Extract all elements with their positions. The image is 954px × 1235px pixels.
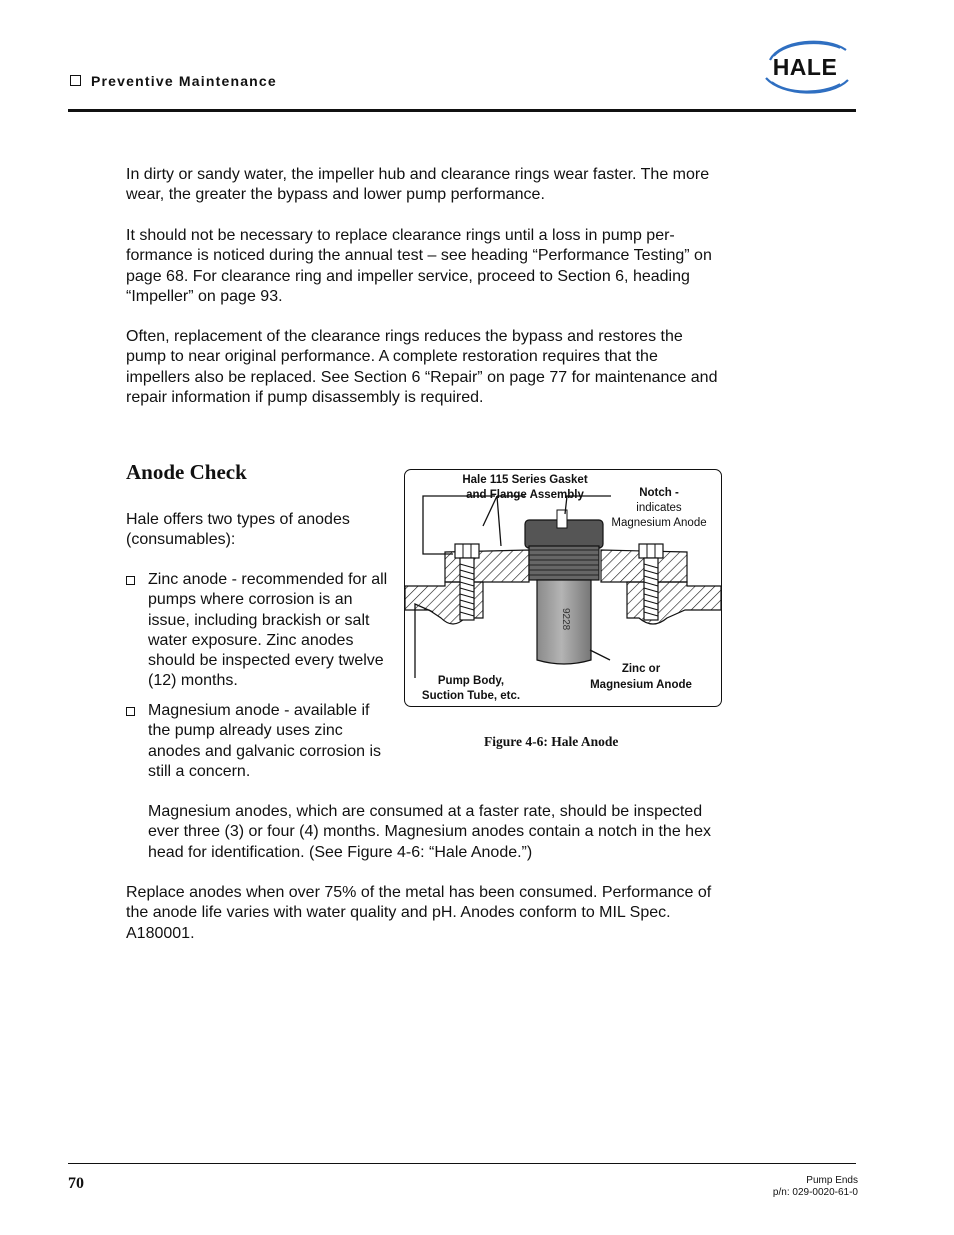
anode-diagram — [405, 470, 721, 706]
checkbox-bullet-icon — [126, 707, 135, 716]
anode-stamp: 9228 — [560, 608, 571, 631]
paragraph-magnesium: Magnesium anodes, which are consumed at a faster rate, should be inspected ever three (3) or four (4) months. Magnesium anodes contain a notch in the hex head for identification. (See Figure 4-6: “Hale Anode.”) — [148, 803, 711, 861]
bullet-zinc-anode — [126, 570, 388, 692]
anode-check-heading: Anode Check — [126, 460, 247, 484]
paragraph-clearance-rings: It should not be necessary to replace clearance rings until a loss in pump performance is noticed during the annual test – see heading “Performance Testing” on page 68. For clearance ring and impeller service, proceed to Section 6, heading “Impeller” on page 93. — [126, 227, 712, 305]
label-notch-line3: Magnesium Anode — [611, 517, 707, 529]
label-gasket-line1: Hale 115 Series Gasket — [462, 474, 588, 486]
label-anode-line2: Magnesium Anode — [590, 679, 692, 691]
footer-rule — [68, 1163, 856, 1164]
label-notch-line2: indicates — [636, 502, 682, 514]
logo-text: HALE — [772, 54, 838, 80]
label-body-line1: Pump Body, — [437, 675, 505, 687]
paragraph-restoration: Often, replacement of the clearance rings reduces the bypass and restores the pump to near original performance. A complete restoration requires that the impellers also be replaced. See Section 6 “Repair” on page 77 for maintenance and repair information if pump disassembly is required. — [126, 328, 718, 406]
label-gasket-line2: and Flange Assembly — [466, 489, 584, 501]
label-anode-line1: Zinc or — [621, 663, 661, 675]
footer-info — [773, 1175, 858, 1199]
checkbox-bullet-icon — [70, 75, 81, 86]
bullet-magnesium-anode — [126, 701, 388, 782]
footer-part-number: p/n: 029-0020-61-0 — [772, 1187, 858, 1198]
page-number: 70 — [68, 1175, 84, 1192]
anode-intro: Hale offers two types of anodes (consumables): — [126, 511, 350, 549]
label-body-line2: Suction Tube, etc. — [421, 690, 521, 702]
paragraph-wear: In dirty or sandy water, the impeller hub and clearance rings wear faster. The more wear, the greater the bypass and lower pump performance. — [126, 166, 710, 204]
hale-logo — [756, 36, 854, 98]
hale-anode-figure — [404, 469, 722, 707]
paragraph-replace: Replace anodes when over 75% of the metal has been consumed. Performance of the anode life varies with water quality and pH. Anodes conform to MIL Spec. A180001. — [126, 884, 712, 942]
footer-doc-title: Pump Ends — [806, 1175, 858, 1186]
bullet-text: Zinc anode - recommended for all pumps where corrosion is an issue, including brackish or salt water exposure. Zinc anodes should be inspected every twelve (12) months. — [148, 571, 388, 690]
label-notch-line1: Notch - — [639, 487, 679, 499]
header-rule — [68, 109, 856, 112]
checkbox-bullet-icon — [126, 576, 135, 585]
pump-body-right — [627, 582, 721, 624]
section-title-text: Preventive Maintenance — [91, 73, 277, 89]
bullet-text: Magnesium anode - available if the pump already uses zinc anodes and galvanic corrosion is still a concern. — [148, 702, 382, 780]
section-title — [70, 73, 277, 89]
figure-caption: Figure 4-6: Hale Anode — [484, 734, 619, 749]
